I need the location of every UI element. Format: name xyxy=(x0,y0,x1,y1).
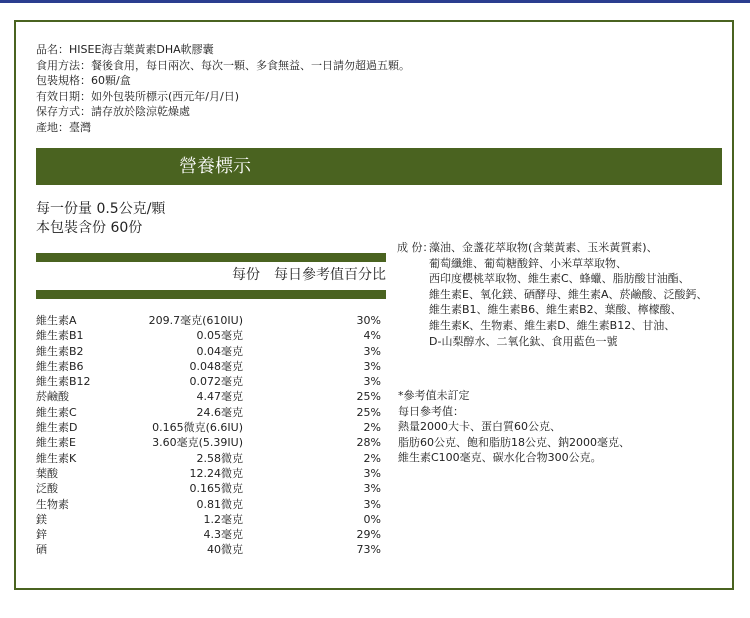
table-row xyxy=(36,389,386,404)
nutrient-amount: 4.3毫克 xyxy=(203,528,243,542)
nutrient-amount: 0.072毫克 xyxy=(189,375,243,389)
note-line: *參考值未訂定 xyxy=(398,389,470,402)
nutrient-name: 菸鹼酸 xyxy=(36,390,69,404)
table-row xyxy=(36,451,386,466)
table-row xyxy=(36,374,386,389)
usage-directions: 食用方法：餐後食用，每日兩次、每次一顆、多食無益、一日請勿超過五顆。 xyxy=(36,58,410,72)
table-row xyxy=(36,527,386,542)
nutrient-name: 維生素C xyxy=(36,405,77,419)
nutrient-amount: 209.7毫克(610IU) xyxy=(148,314,243,327)
nutrient-name: 維生素E xyxy=(36,436,76,450)
nutrient-name: 鎂 xyxy=(36,512,47,526)
nutrient-amount: 0.81微克 xyxy=(196,497,243,511)
nutrient-name: 鋅 xyxy=(36,528,47,542)
nutrient-name: 生物素 xyxy=(36,497,69,511)
table-row xyxy=(36,328,386,343)
ingredients-line: D-山梨醇水、二氧化鈦、食用藍色一號 xyxy=(429,334,618,348)
ingredients-label: 成 份： xyxy=(397,241,434,254)
nutrient-table xyxy=(36,313,386,558)
nutrient-daily-value: 29% xyxy=(356,528,381,542)
serving-info xyxy=(36,200,165,238)
nutrient-daily-value: 4% xyxy=(363,329,381,343)
nutrient-amount: 1.2毫克 xyxy=(203,512,243,526)
nutrient-name: 維生素B2 xyxy=(36,344,84,358)
table-row xyxy=(36,466,386,481)
ingredients-line: 維生素B1、維生素B6、維生素B2、葉酸、檸檬酸、 xyxy=(429,303,682,317)
table-header-bar xyxy=(36,290,386,299)
ingredients-line: 葡萄纖維、葡萄糖酸鋅、小米草萃取物、 xyxy=(429,256,627,270)
nutrient-name: 維生素A xyxy=(36,314,77,327)
ingredients-line: 藻油、金盞花萃取物(含葉黃素、玉米黃質素)、 xyxy=(429,241,658,254)
nutrient-amount: 40微克 xyxy=(207,543,243,557)
nutrient-amount: 0.05毫克 xyxy=(196,329,243,343)
nutrient-daily-value: 0% xyxy=(363,512,381,526)
package-spec: 包裝規格：60顆/盒 xyxy=(36,74,131,88)
origin: 產地：臺灣 xyxy=(36,120,91,134)
table-row xyxy=(36,359,386,374)
nutrient-daily-value: 28% xyxy=(356,436,381,450)
nutrition-title: 營養標示 xyxy=(179,156,251,177)
servings-per-package: 本包裝含份 60份 xyxy=(36,220,143,236)
storage-method: 保存方式：請存放於陰涼乾燥處 xyxy=(36,105,190,119)
nutrient-amount: 0.04毫克 xyxy=(196,344,243,358)
note-line: 熱量2000大卡、蛋白質60公克、 xyxy=(398,420,561,434)
nutrient-amount: 3.60毫克(5.39IU) xyxy=(152,436,243,450)
nutrient-name: 泛酸 xyxy=(36,482,58,496)
nutrient-name: 維生素D xyxy=(36,421,78,435)
table-row xyxy=(36,313,386,328)
ingredients-line: 西印度櫻桃萃取物、維生素C、蜂蠟、脂肪酸甘油酯、 xyxy=(429,272,690,286)
product-info xyxy=(36,42,410,136)
note-line: 每日參考值： xyxy=(398,404,464,418)
table-row xyxy=(36,512,386,527)
nutrition-banner xyxy=(36,148,722,185)
table-row xyxy=(36,481,386,496)
nutrient-name: 葉酸 xyxy=(36,466,58,480)
nutrient-amount: 2.58微克 xyxy=(196,451,243,465)
nutrient-daily-value: 2% xyxy=(363,421,381,435)
serving-size: 每一份量 0.5公克/顆 xyxy=(36,201,166,217)
note-line: 脂肪60公克、飽和脂肪18公克、鈉2000毫克、 xyxy=(398,435,630,449)
nutrient-daily-value: 3% xyxy=(363,344,381,358)
nutrient-daily-value: 3% xyxy=(363,466,381,480)
nutrient-name: 維生素B1 xyxy=(36,329,84,343)
table-column-header: 每份 每日參考值百分比 xyxy=(232,267,386,283)
nutrient-amount: 0.165微克 xyxy=(189,482,243,496)
nutrient-amount: 4.47毫克 xyxy=(196,390,243,404)
table-row xyxy=(36,435,386,450)
table-row xyxy=(36,420,386,435)
nutrient-amount: 24.6毫克 xyxy=(196,405,243,419)
nutrient-name: 維生素K xyxy=(36,451,77,465)
nutrient-name: 維生素B6 xyxy=(36,359,84,373)
table-row xyxy=(36,344,386,359)
nutrient-amount: 12.24微克 xyxy=(189,466,243,480)
ingredients-line: 維生素E、氧化鎂、硒酵母、維生素A、菸鹼酸、泛酸鈣、 xyxy=(429,287,708,301)
nutrient-daily-value: 25% xyxy=(356,405,381,419)
nutrient-amount: 0.165微克(6.6IU) xyxy=(152,421,243,435)
nutrient-daily-value: 25% xyxy=(356,390,381,404)
nutrient-name: 硒 xyxy=(36,543,47,557)
expiry-date: 有效日期：如外包裝所標示(西元年/月/日) xyxy=(36,89,239,103)
nutrient-name: 維生素B12 xyxy=(36,375,91,389)
nutrient-daily-value: 3% xyxy=(363,359,381,373)
product-name: 品名：HISEE海吉葉黃素DHA軟膠囊 xyxy=(36,43,214,56)
ingredients-line: 維生素K、生物素、維生素D、維生素B12、甘油、 xyxy=(429,318,676,332)
note-line: 維生素C100毫克、碳水化合物300公克。 xyxy=(398,451,602,465)
table-row xyxy=(36,542,386,557)
table-row xyxy=(36,497,386,512)
nutrient-daily-value: 3% xyxy=(363,375,381,389)
reference-notes xyxy=(398,388,630,466)
top-border-line xyxy=(0,0,750,3)
nutrient-daily-value: 30% xyxy=(356,314,381,327)
nutrient-daily-value: 2% xyxy=(363,451,381,465)
nutrient-daily-value: 73% xyxy=(356,543,381,557)
table-top-bar xyxy=(36,253,386,262)
table-row xyxy=(36,405,386,420)
nutrient-daily-value: 3% xyxy=(363,497,381,511)
nutrient-daily-value: 3% xyxy=(363,482,381,496)
nutrient-amount: 0.048毫克 xyxy=(189,359,243,373)
